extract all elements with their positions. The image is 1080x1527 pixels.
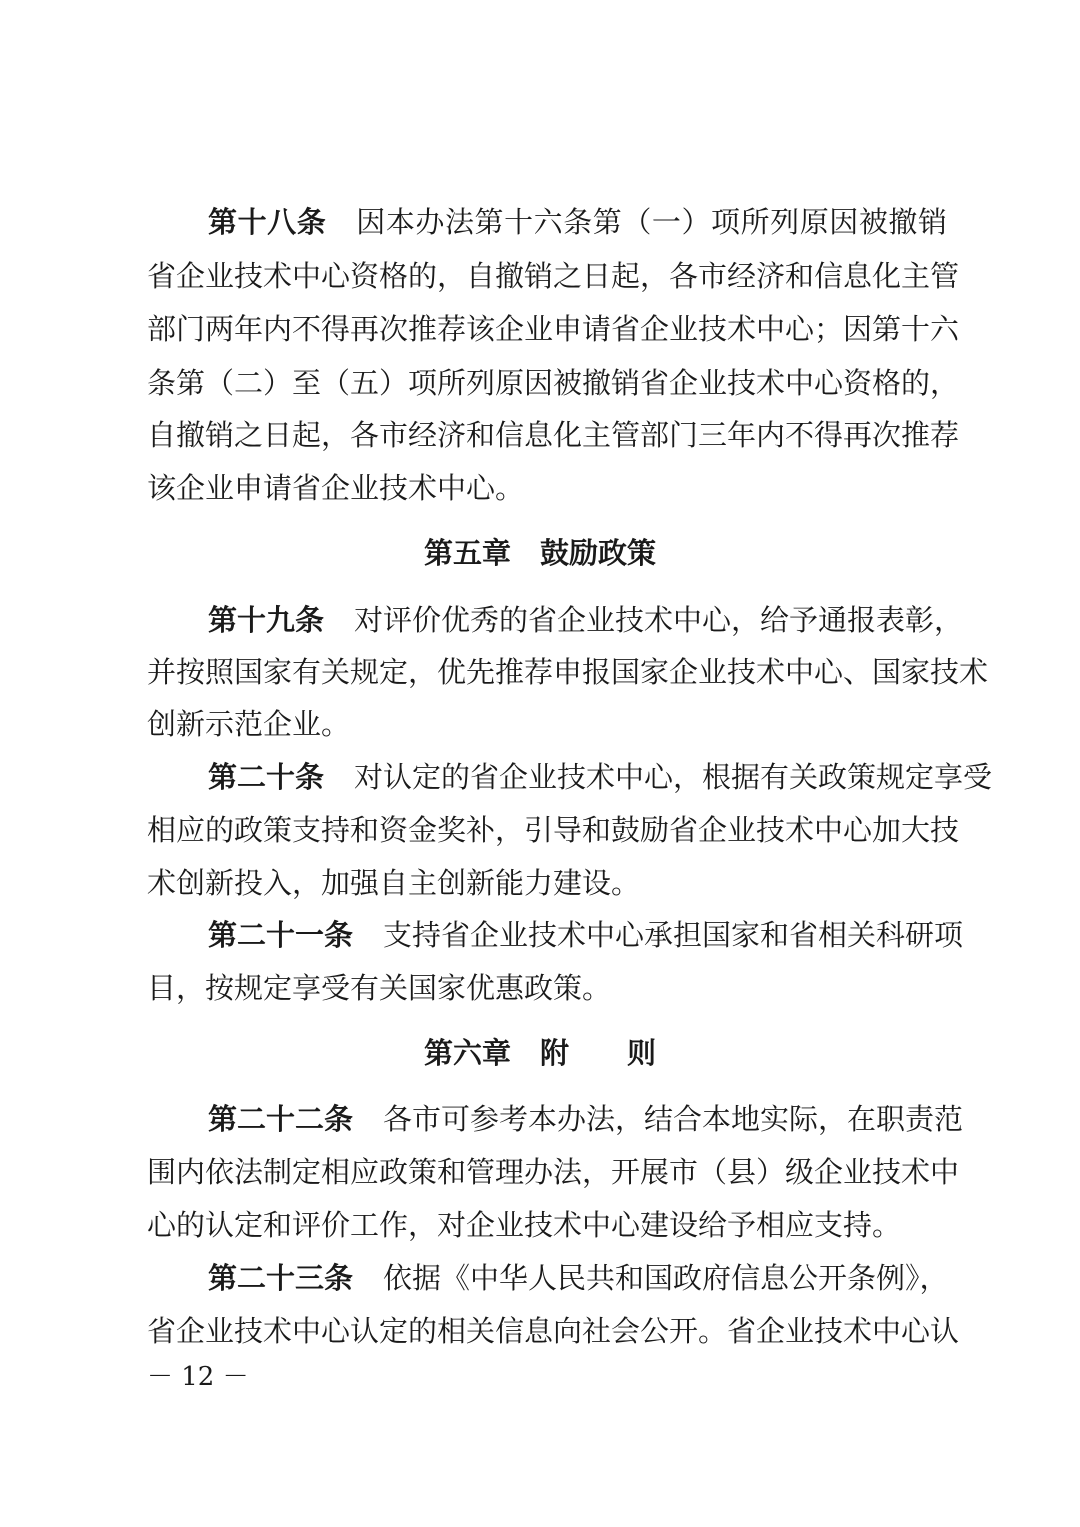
article-23-heading: 第二十三条: [208, 1261, 354, 1295]
article-19-line-1: 第十九条 对评价优秀的省企业技术中心，给予通报表彰，: [208, 603, 964, 637]
chapter-5-title: 第五章 鼓励政策: [423, 536, 656, 570]
article-18-heading: 第十八条: [208, 205, 327, 239]
article-21-heading: 第二十一条: [208, 918, 354, 952]
article-21-line-2: 目，按规定享受有关国家优惠政策。: [147, 971, 612, 1005]
article-21-line-1: 第二十一条 支持省企业技术中心承担国家和省相关科研项: [208, 918, 964, 952]
article-20-line-2: 相应的政策支持和资金奖补，引导和鼓励省企业技术中心加大技: [147, 813, 960, 847]
chapter-6-title: 第六章 附 则: [423, 1036, 656, 1070]
article-22-heading: 第二十二条: [208, 1102, 354, 1136]
article-18-line-5: 自撤销之日起，各市经济和信息化主管部门三年内不得再次推荐: [147, 418, 960, 452]
article-19-heading: 第十九条: [208, 603, 325, 637]
article-20-line-1: 第二十条 对认定的省企业技术中心，根据有关政策规定享受: [208, 760, 993, 794]
article-19-line-2: 并按照国家有关规定，优先推荐申报国家企业技术中心、国家技术: [147, 655, 989, 689]
article-18-line-2: 省企业技术中心资格的，自撤销之日起，各市经济和信息化主管: [147, 259, 960, 293]
article-22-line-2: 围内依法制定相应政策和管理办法，开展市（县）级企业技术中: [147, 1155, 960, 1189]
article-23-line-1: 第二十三条 依据《中华人民共和国政府信息公开条例》，: [208, 1261, 949, 1295]
page-number: － 12 －: [147, 1362, 249, 1392]
article-22-line-3: 心的认定和评价工作，对企业技术中心建设给予相应支持。: [147, 1208, 902, 1242]
article-18-line-4: 条第（二）至（五）项所列原因被撤销省企业技术中心资格的，: [147, 366, 960, 400]
article-20-line-3: 术创新投入，加强自主创新能力建设。: [147, 866, 641, 900]
article-23-line-2: 省企业技术中心认定的相关信息向社会公开。省企业技术中心认: [147, 1314, 960, 1348]
article-22-line-1: 第二十二条 各市可参考本办法，结合本地实际，在职责范: [208, 1102, 964, 1136]
article-20-heading: 第二十条: [208, 760, 325, 794]
article-18-line-1: 第十八条 因本办法第十六条第（一）项所列原因被撤销: [208, 205, 947, 239]
article-19-line-3: 创新示范企业。: [147, 707, 351, 741]
article-18-line-6: 该企业申请省企业技术中心。: [147, 471, 525, 505]
article-18-line-3: 部门两年内不得再次推荐该企业申请省企业技术中心；因第十六: [147, 312, 960, 346]
